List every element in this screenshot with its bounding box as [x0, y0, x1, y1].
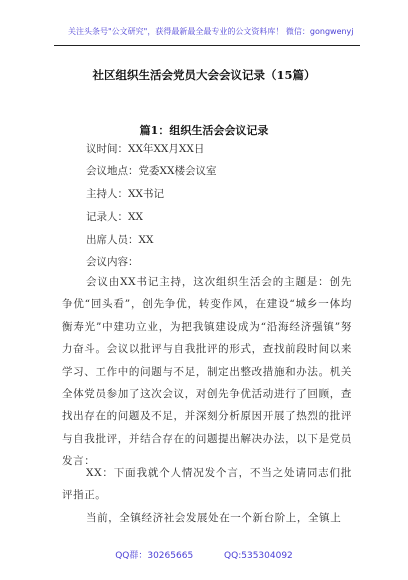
section-title: 篇1：组织生活会会议记录	[139, 124, 269, 137]
header-notice: 关注头条号"公文研究"，获得最新最全最专业的公文资料库！ 微信：gongwenyj	[68, 27, 354, 36]
meeting-content-label: 会议内容：	[86, 256, 139, 268]
meeting-recorder: 记录人：XX	[86, 211, 143, 223]
meeting-host: 主持人：XX书记	[86, 188, 164, 200]
body-paragraph: 会议由XX书记主持，这次组织生活会的主题是：创先争优“回头看”，创先争优，转变作风，在建设“城乡一体均衡寿光”中建功立业，为把我镇建设成为“沿海经济强镇”努力奋斗。会议以批评与自我批评的形式，查找前段时间以来学习、工作中的问题与不足，制定出整改措施和办法。机关全体党员参加了这次会议，对创先争优活动进行了回顾，查找出存在的问题及不足，并深刻分析原因开展了热烈的批评与自我批评，并结合存在的问题提出解决办法，以下是党员发言：	[62, 276, 352, 468]
meeting-attendees: 出席人员：XX	[86, 234, 154, 246]
speech-paragraph: XX：下面我就个人情况发个言，不当之处请同志们批评指正。	[62, 467, 352, 502]
header-divider	[54, 45, 360, 46]
footer-qq-number: QQ:535304092	[224, 551, 293, 561]
meeting-time: 议时间：XX年XX月XX日	[86, 143, 205, 155]
continuation-paragraph: 当前，全镇经济社会发展处在一个新台阶上，全镇上	[86, 512, 342, 524]
footer-contacts	[0, 548, 408, 561]
document-title: 社区组织生活会党员大会会议记录（15篇）	[92, 68, 316, 82]
meeting-location: 会议地点：党委XX楼会议室	[86, 165, 217, 177]
footer-qq-group: QQ群：30265665	[115, 551, 194, 561]
